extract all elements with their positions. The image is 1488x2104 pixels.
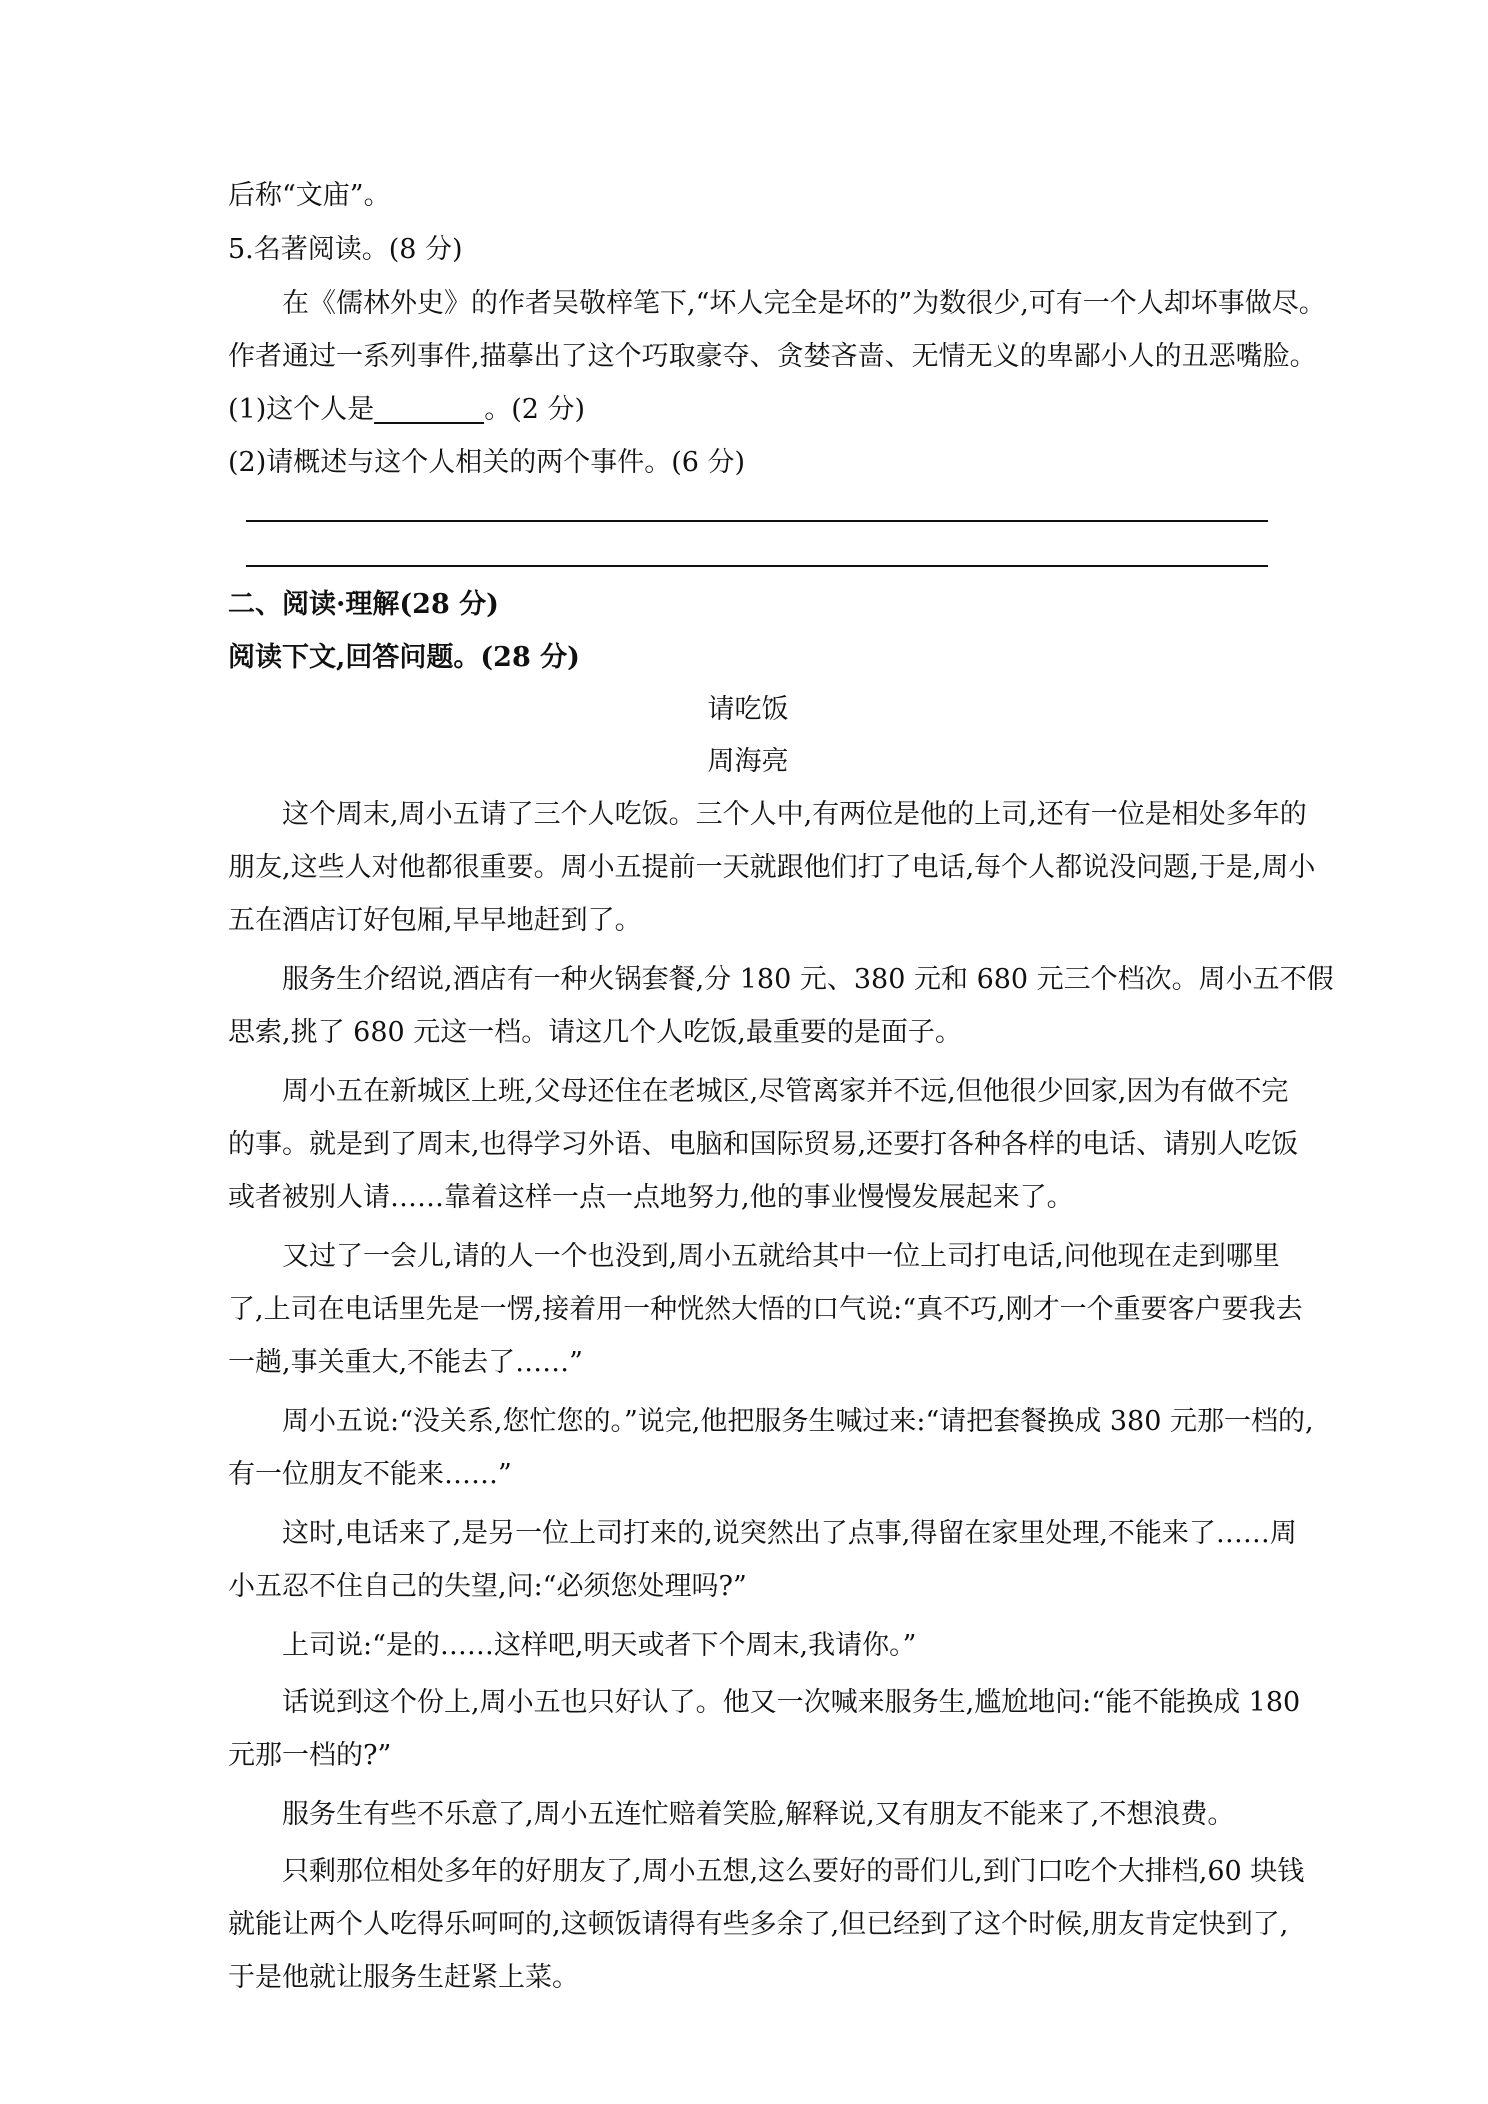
story-line: 有一位朋友不能来……” (228, 1459, 512, 1490)
story-line: 朋友,这些人对他都很重要。周小五提前一天就跟他们打了电话,每个人都说没问题,于是,周小 (228, 852, 1316, 883)
story-line: 周小五说:“没关系,您忙您的。”说完,他把服务生喊过来:“请把套餐换成 380 元那一档的, (282, 1406, 1314, 1437)
section-heading: 二、阅读·理解(28 分) (228, 589, 499, 620)
story-line: 上司说:“是的……这样吧,明天或者下个周末,我请你。” (282, 1630, 917, 1661)
story-line: 元那一档的?” (228, 1740, 392, 1771)
story-line: 服务生介绍说,酒店有一种火锅套餐,分 180 元、380 元和 680 元三个档次。周小五不假 (282, 964, 1334, 995)
story-line: 话说到这个份上,周小五也只好认了。他又一次喊来服务生,尴尬地问:“能不能换成 180 (282, 1687, 1301, 1718)
story-line: 服务生有些不乐意了,周小五连忙赔着笑脸,解释说,又有朋友不能来了,不想浪费。 (282, 1799, 1235, 1830)
q5-sub1-prefix: (1)这个人是 (228, 394, 375, 425)
q5-paragraph-line: 作者通过一系列事件,描摹出了这个巧取豪夺、贪婪吝啬、无情无义的卑鄙小人的丑恶嘴脸。 (228, 341, 1317, 372)
story-line: 或者被别人请……靠着这样一点一点地努力,他的事业慢慢发展起来了。 (228, 1182, 1074, 1213)
story-author: 周海亮 (707, 746, 789, 777)
q5-heading: 5.名著阅读。(8 分) (228, 234, 463, 265)
q5-sub1 (228, 390, 1268, 430)
story-line: 这个周末,周小五请了三个人吃饭。三个人中,有两位是他的上司,还有一位是相处多年的 (282, 799, 1307, 830)
story-line: 五在酒店订好包厢,早早地赶到了。 (228, 905, 642, 936)
story-line: 一趟,事关重大,不能去了……” (228, 1347, 583, 1378)
story-line: 的事。就是到了周末,也得学习外语、电脑和国际贸易,还要打各种各样的电话、请别人吃饭 (228, 1129, 1299, 1160)
q5-paragraph-line: 在《儒林外史》的作者吴敬梓笔下,“坏人完全是坏的”为数很少,可有一个人却坏事做尽。 (282, 288, 1326, 319)
answer-line[interactable] (246, 565, 1268, 567)
answer-blank[interactable] (374, 394, 484, 424)
story-line: 了,上司在电话里先是一愣,接着用一种恍然大悟的口气说:“真不巧,刚才一个重要客户要我去 (228, 1294, 1303, 1325)
story-line: 思索,挑了 680 元这一档。请这几个人吃饭,最重要的是面子。 (228, 1017, 962, 1048)
reading-instruction: 阅读下文,回答问题。(28 分) (228, 642, 580, 673)
story-line: 这时,电话来了,是另一位上司打来的,说突然出了点事,得留在家里处理,不能来了……周 (282, 1518, 1297, 1549)
story-line: 只剩那位相处多年的好朋友了,周小五想,这么要好的哥们儿,到门口吃个大排档,60 块钱 (282, 1856, 1305, 1887)
story-line: 于是他就让服务生赶紧上菜。 (228, 1962, 579, 1993)
story-line: 就能让两个人吃得乐呵呵的,这顿饭请得有些多余了,但已经到了这个时候,朋友肯定快到了, (228, 1909, 1289, 1940)
answer-line[interactable] (246, 520, 1268, 522)
story-line: 周小五在新城区上班,父母还住在老城区,尽管离家并不远,但他很少回家,因为有做不完 (282, 1076, 1289, 1107)
story-title: 请吃饭 (707, 694, 789, 725)
story-line: 又过了一会儿,请的人一个也没到,周小五就给其中一位上司打电话,问他现在走到哪里 (282, 1241, 1280, 1272)
q5-sub1-suffix: 。(2 分) (484, 394, 586, 425)
story-line: 小五忍不住自己的失望,问:“必须您处理吗?” (228, 1571, 747, 1602)
q5-sub2: (2)请概述与这个人相关的两个事件。(6 分) (228, 447, 746, 478)
top-fragment-text: 后称“文庙”。 (228, 180, 391, 211)
